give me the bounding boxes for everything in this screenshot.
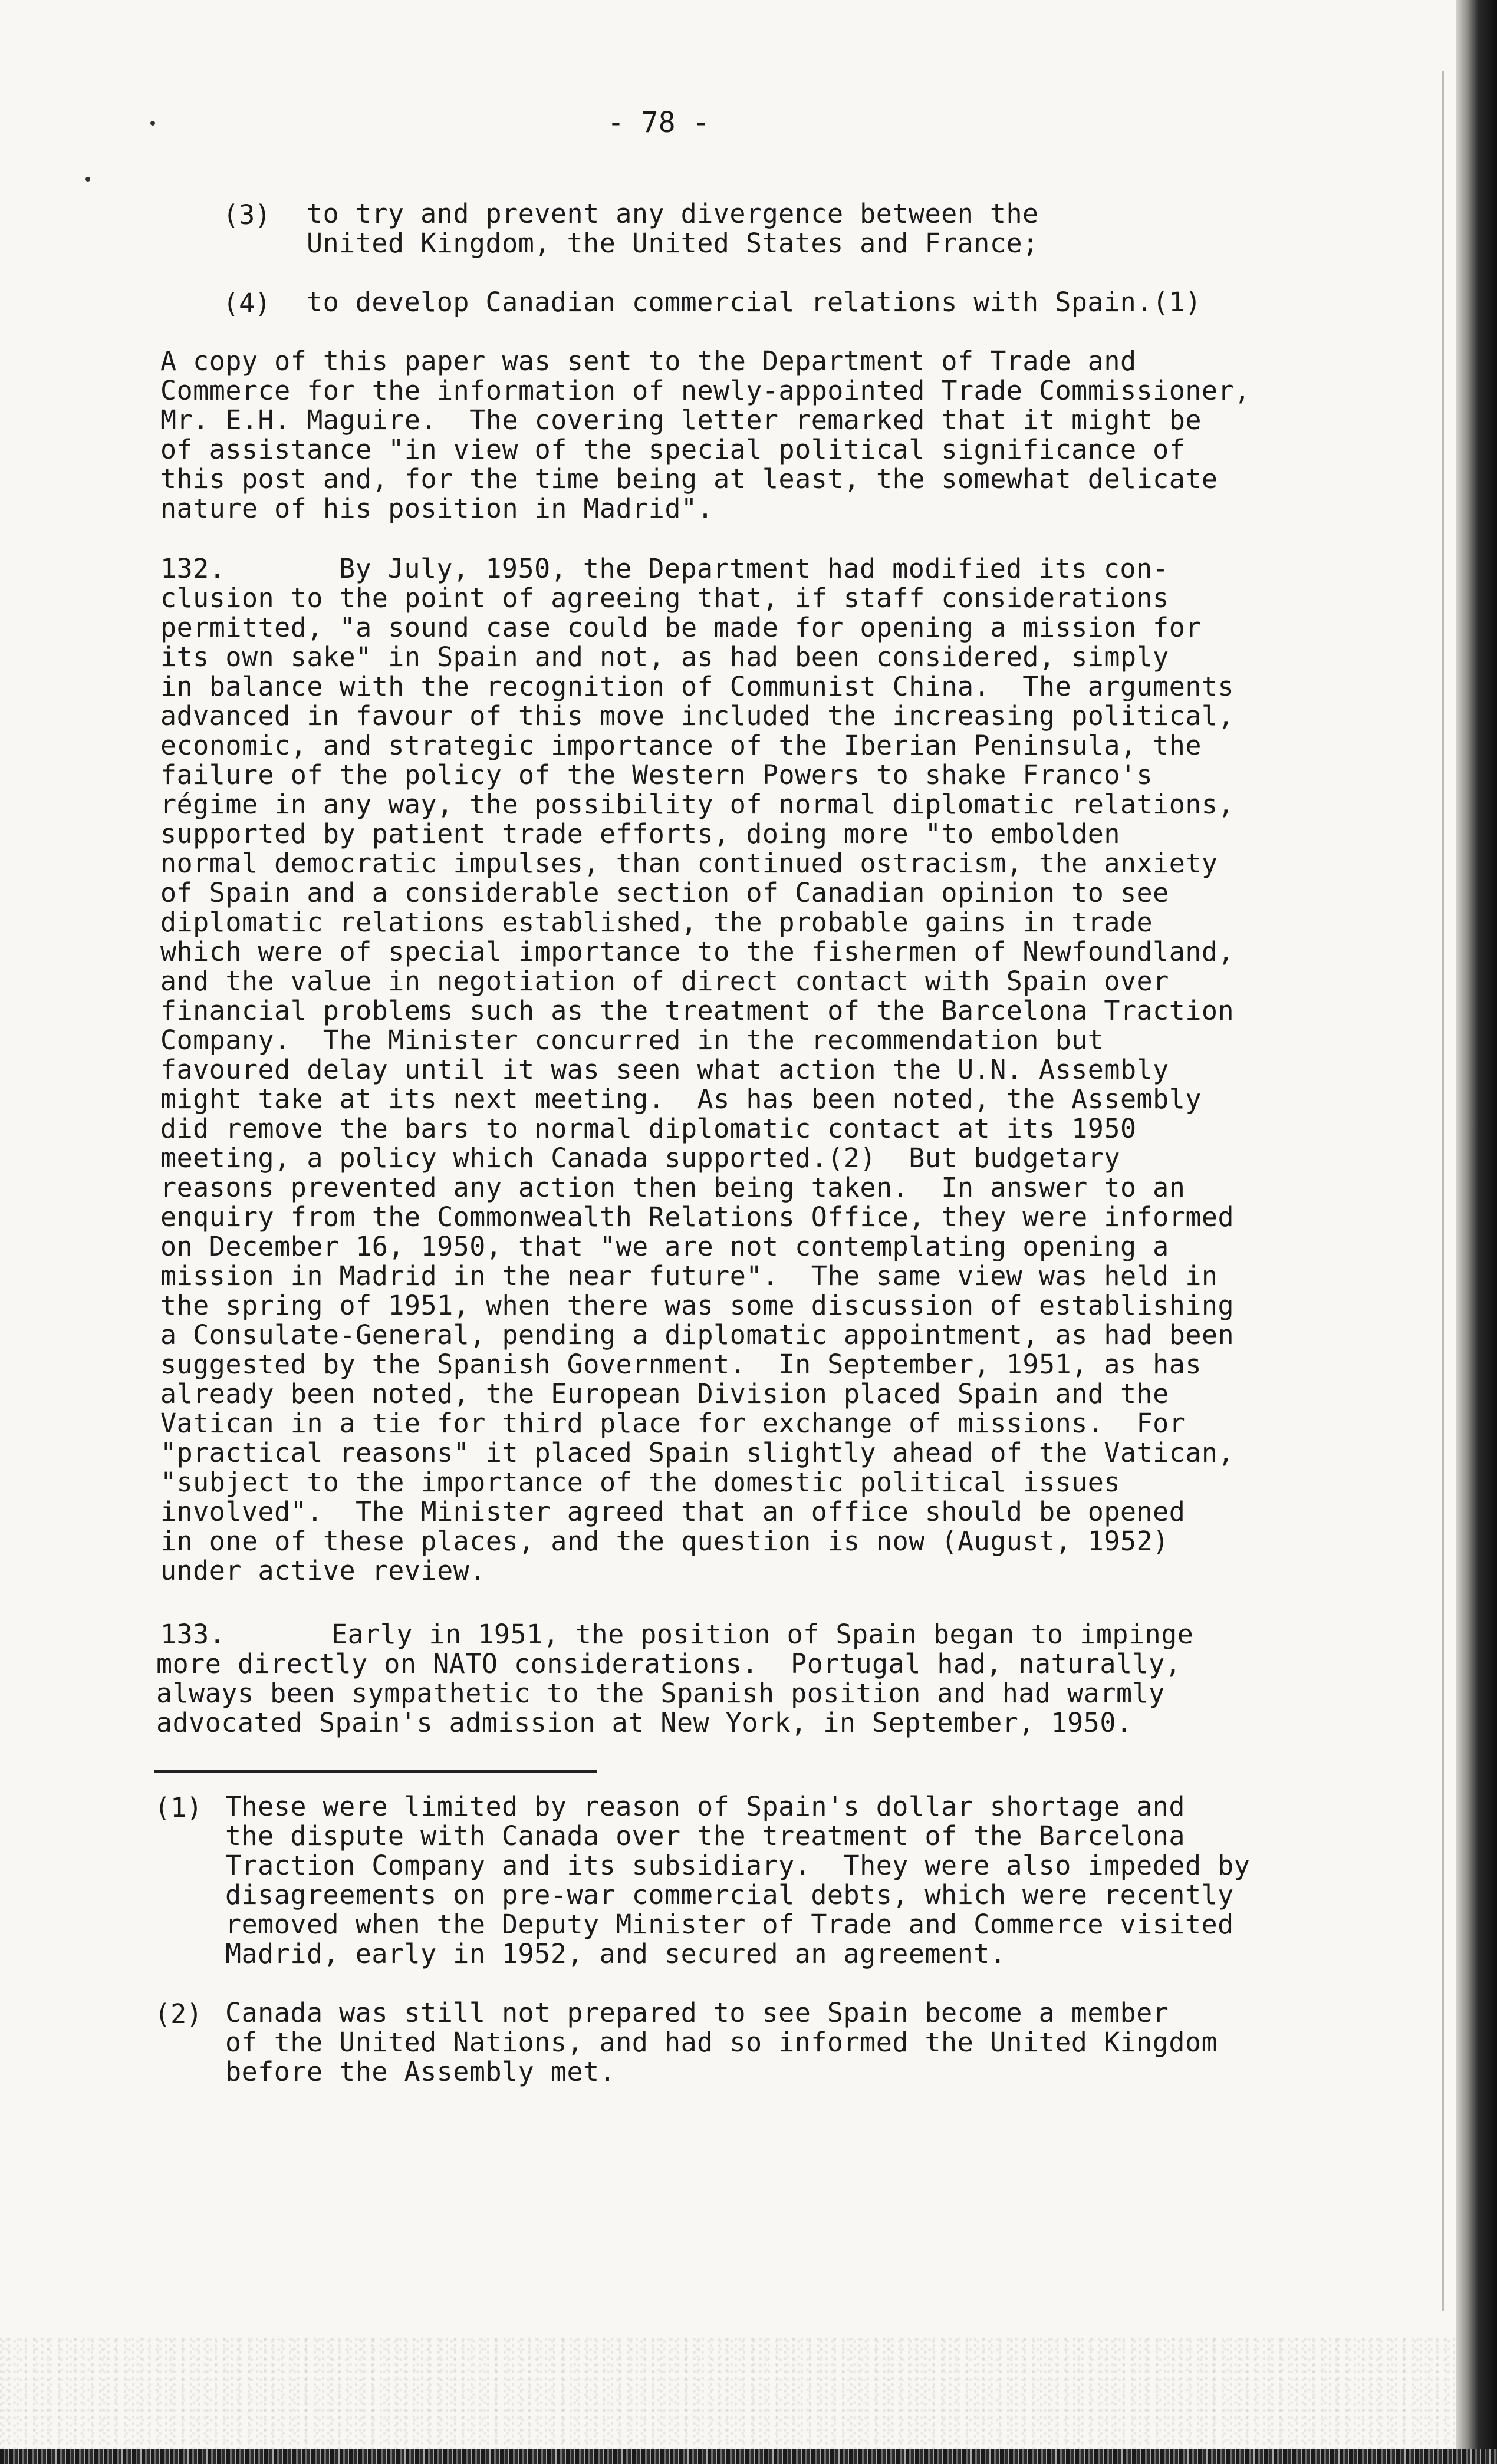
paragraph-line: normal democratic impulses, than continued ostracism, the anxiety <box>160 848 1218 879</box>
scan-speckle <box>0 2337 1456 2449</box>
paragraph-line: its own sake" in Spain and not, as had been considered, simply <box>160 641 1169 673</box>
paragraph-line: might take at its next meeting. As has been noted, the Assembly <box>160 1083 1202 1115</box>
paragraph-line: suggested by the Spanish Government. In September, 1951, as has <box>160 1349 1202 1380</box>
footnote-line: disagreements on pre-war commercial debts, which were recently <box>225 1879 1234 1910</box>
paragraph-line: clusion to the point of agreeing that, if staff considerations <box>160 582 1169 614</box>
paragraph-line: Mr. E.H. Maguire. The covering letter remarked that it might be <box>160 404 1202 436</box>
paragraph-line: economic, and strategic importance of the Iberian Peninsula, the <box>160 730 1202 761</box>
paragraph-line: the spring of 1951, when there was some discussion of establishing <box>160 1290 1235 1321</box>
paragraph-line: "practical reasons" it placed Spain slightly ahead of the Vatican, <box>160 1437 1235 1468</box>
footnote-rule <box>154 1770 597 1773</box>
list-item-line: United Kingdom, the United States and France; <box>307 228 1039 259</box>
paragraph-line: supported by patient trade efforts, doing more "to embolden <box>160 818 1120 849</box>
paragraph-line: By July, 1950, the Department had modified its con- <box>339 553 1169 584</box>
paragraph-line: advocated Spain's admission at New York, in September, 1950. <box>156 1707 1133 1738</box>
paragraph-line: of Spain and a considerable section of Canadian opinion to see <box>160 877 1169 908</box>
paragraph-line: under active review. <box>160 1555 486 1586</box>
paragraph-line: Commerce for the information of newly-appointed Trade Commissioner, <box>160 375 1251 406</box>
paragraph-line: enquiry from the Commonwealth Relations Office, they were informed <box>160 1201 1235 1233</box>
paragraph-number: 133. <box>160 1619 226 1650</box>
paragraph-line: and the value in negotiation of direct contact with Spain over <box>160 966 1169 997</box>
paragraph-line: involved". The Minister agreed that an office should be opened <box>160 1496 1186 1527</box>
footnote-line: of the United Nations, and had so informed the United Kingdom <box>225 2027 1218 2058</box>
paragraph-line: financial problems such as the treatment of the Barcelona Traction <box>160 995 1235 1026</box>
paragraph-line: favoured delay until it was seen what action the U.N. Assembly <box>160 1054 1169 1085</box>
footnote-line: These were limited by reason of Spain's dollar shortage and <box>225 1791 1185 1822</box>
footnote-line: Madrid, early in 1952, and secured an agreement. <box>225 1938 1006 1969</box>
paragraph-line: this post and, for the time being at least, the somewhat delicate <box>160 463 1218 495</box>
paragraph-line: mission in Madrid in the near future". The same view was held in <box>160 1260 1218 1292</box>
list-item-number: (4) <box>223 288 271 319</box>
footnote-line: before the Assembly met. <box>225 2056 616 2087</box>
paragraph-line: in one of these places, and the question is now (August, 1952) <box>160 1526 1169 1557</box>
paragraph-line: a Consulate-General, pending a diplomatic appointment, as had been <box>160 1319 1235 1350</box>
footnote-line: the dispute with Canada over the treatment of the Barcelona <box>225 1820 1185 1852</box>
list-item-line: to develop Canadian commercial relations with Spain.(1) <box>307 286 1202 318</box>
scan-dot <box>85 177 90 182</box>
paragraph-number: 132. <box>160 553 226 584</box>
paragraph-line: "subject to the importance of the domestic political issues <box>160 1467 1120 1498</box>
paragraph-line: did remove the bars to normal diplomatic contact at its 1950 <box>160 1113 1137 1144</box>
paragraph-line: diplomatic relations established, the probable gains in trade <box>160 907 1153 938</box>
paragraph-line: already been noted, the European Division placed Spain and the <box>160 1378 1169 1409</box>
paragraph-line: meeting, a policy which Canada supported.(2) But budgetary <box>160 1142 1120 1174</box>
paragraph-line: more directly on NATO considerations. Portugal had, naturally, <box>156 1648 1182 1679</box>
scan-bottom-strip <box>0 2449 1497 2464</box>
list-item-number: (3) <box>223 199 271 230</box>
paragraph-line: advanced in favour of this move included the increasing political, <box>160 700 1235 732</box>
scan-dot <box>150 121 155 126</box>
paragraph-line: nature of his position in Madrid". <box>160 493 714 524</box>
paragraph-line: in balance with the recognition of Communist China. The arguments <box>160 671 1235 702</box>
paragraph-line: Early in 1951, the position of Spain began to impinge <box>331 1619 1194 1650</box>
paragraph-line: failure of the policy of the Western Powers to shake Franco's <box>160 759 1153 790</box>
page-number: - 78 - <box>607 106 710 139</box>
binding-edge <box>1456 0 1497 2464</box>
paragraph-line: always been sympathetic to the Spanish position and had warmly <box>156 1678 1165 1709</box>
paragraph-line: on December 16, 1950, that "we are not contemplating opening a <box>160 1231 1169 1262</box>
footnote-number: (2) <box>154 1998 203 2030</box>
paragraph-line: reasons prevented any action then being taken. In answer to an <box>160 1172 1186 1203</box>
paragraph-line: which were of special importance to the fishermen of Newfoundland, <box>160 936 1235 967</box>
footnote-number: (1) <box>154 1792 203 1823</box>
paragraph-line: Vatican in a tie for third place for exchange of missions. For <box>160 1408 1186 1439</box>
binding-line <box>1442 71 1444 2311</box>
footnote-line: Canada was still not prepared to see Spain become a member <box>225 1997 1169 2028</box>
paragraph-line: of assistance "in view of the special political significance of <box>160 434 1186 465</box>
paragraph-line: permitted, "a sound case could be made for opening a mission for <box>160 612 1202 643</box>
paragraph-line: Company. The Minister concurred in the recommendation but <box>160 1025 1104 1056</box>
list-item-line: to try and prevent any divergence between the <box>307 198 1039 229</box>
paragraph-line: régime in any way, the possibility of normal diplomatic relations, <box>160 789 1235 820</box>
paragraph-line: A copy of this paper was sent to the Department of Trade and <box>160 345 1137 377</box>
footnote-line: removed when the Deputy Minister of Trade and Commerce visited <box>225 1909 1234 1940</box>
footnote-line: Traction Company and its subsidiary. They were also impeded by <box>225 1850 1251 1881</box>
